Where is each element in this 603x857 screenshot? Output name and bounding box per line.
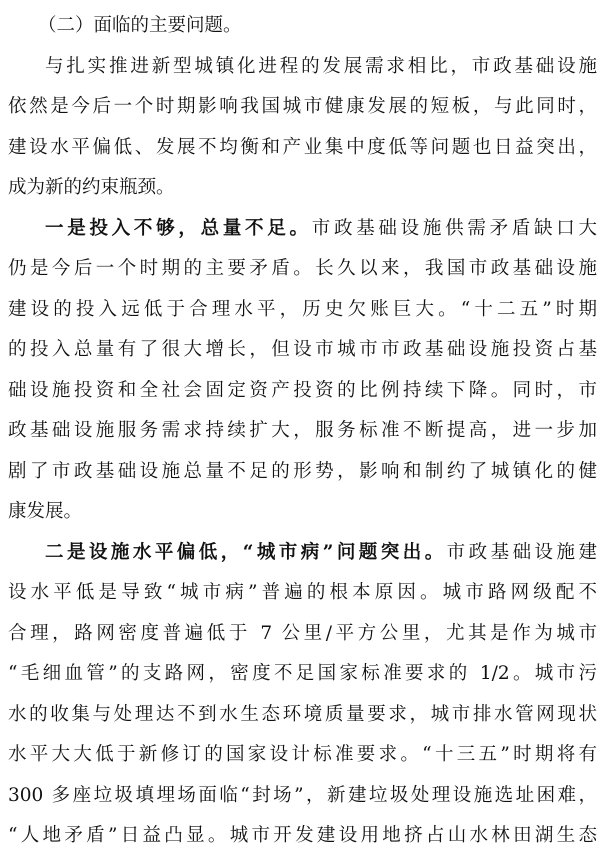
text-line: “毛细血管”的支路网，密度不足国家标准要求的 1/2。城市污 [8, 663, 597, 684]
text-line: 建设水平偏低、发展不均衡和产业集中度低等问题也日益突出， [8, 136, 597, 158]
paragraph-lead-bold: 一是投入不够，总量不足。 [45, 217, 312, 239]
paragraph-investment [8, 209, 597, 533]
paragraph-facility-level [8, 533, 597, 857]
text-line [8, 533, 597, 574]
text-line: 建设的投入远低于合理水平，历史欠账巨大。“十二五”时期 [8, 298, 597, 320]
text-line: 仍是今后一个时期的主要矛盾。长久以来，我国市政基础设施 [8, 258, 597, 279]
text-line: 政基础设施服务需求持续扩大，服务标准不断提高，进一步加 [8, 420, 597, 441]
paragraph-overview [8, 47, 597, 209]
text-line: 设水平低是导致“城市病”普遍的根本原因。城市路网级配不 [8, 582, 597, 603]
text-line: 础设施投资和全社会固定资产投资的比例持续下降。同时，市 [8, 379, 597, 401]
paragraph-lead-rest: 市政基础设施供需矛盾缺口大 [311, 217, 597, 239]
text-line: 剧了市政基础设施总量不足的形势，影响和制约了城镇化的健 [8, 460, 597, 482]
paragraph-lead-rest: 市政基础设施建 [446, 541, 597, 563]
text-line: 成为新的约束瓶颈。 [8, 177, 175, 198]
text-line: 康发展。 [8, 501, 83, 522]
text-line: 水的收集与处理达不到水生态环境质量要求，城市排水管网现状 [8, 703, 597, 725]
text-line: 与扎实推进新型城镇化进程的发展需求相比，市政基础设施 [45, 55, 597, 77]
text-line: 依然是今后一个时期影响我国城市健康发展的短板，与此同时， [8, 96, 597, 117]
text-line: 300 多座垃圾填埋场面临“封场”，新建垃圾处理设施选址困难， [8, 784, 597, 806]
text-line: 合理，路网密度普遍低于 7 公里/平方公里，尤其是作为城市 [8, 622, 597, 644]
text-line: 水平大大低于新修订的国家设计标准要求。“十三五”时期将有 [8, 744, 597, 765]
text-line [8, 209, 597, 250]
section-heading: （二）面临的主要问题。 [38, 15, 242, 36]
text-line: 的投入总量有了很大增长，但设市城市市政基础设施投资占基 [8, 339, 597, 360]
paragraph-lead-bold: 二是设施水平偏低，“城市病”问题突出。 [45, 541, 447, 563]
text-line: “人地矛盾”日益凸显。城市开发建设用地挤占山水林田湖生态 [8, 825, 597, 846]
